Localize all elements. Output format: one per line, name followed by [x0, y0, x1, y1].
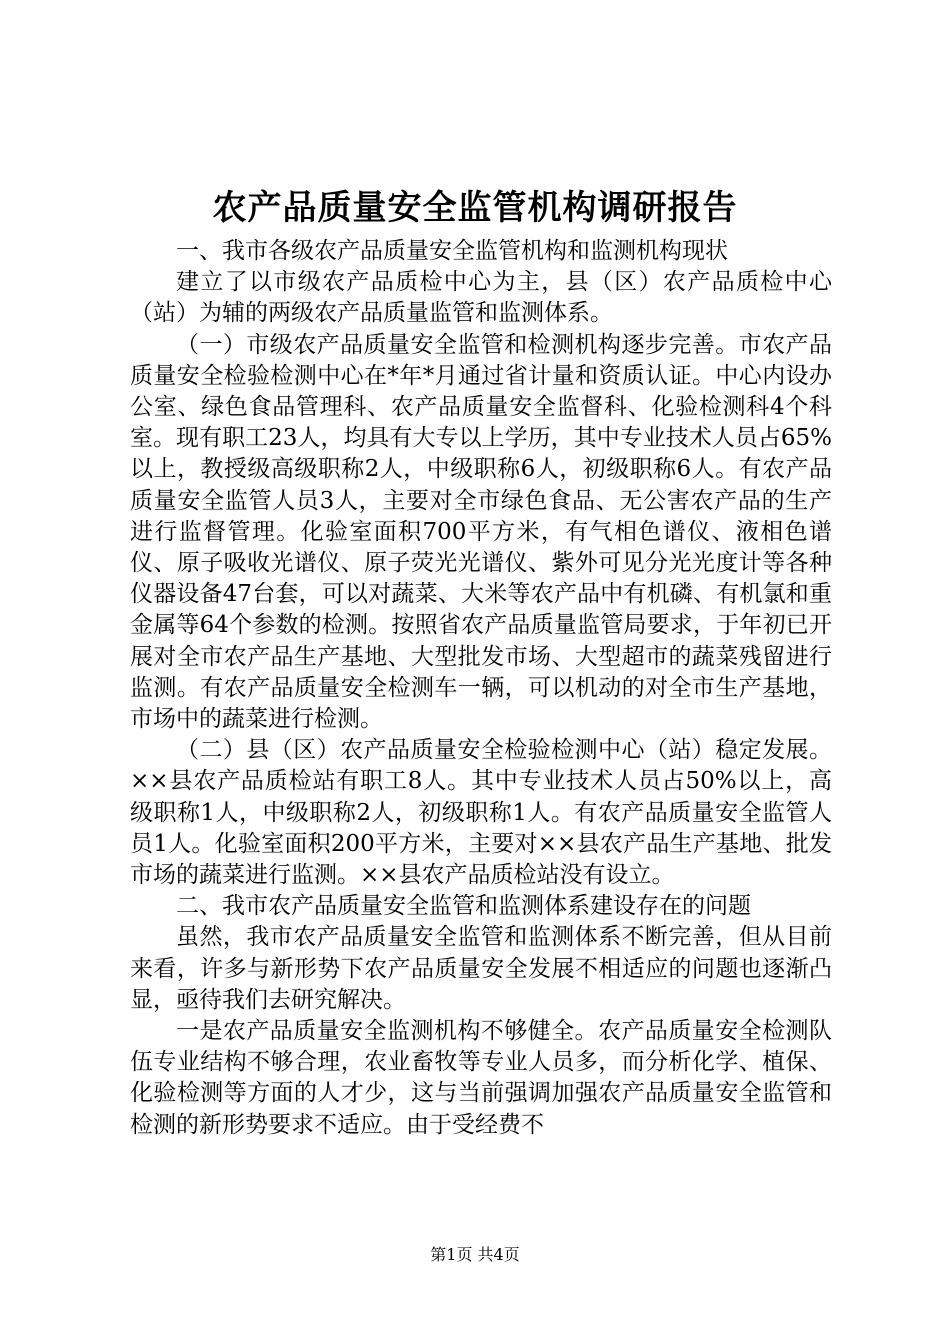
document-title: 农产品质量安全监管机构调研报告	[212, 188, 738, 228]
document-body	[130, 236, 832, 1141]
page-number: 第1页 共4页	[430, 1245, 520, 1264]
paragraph-intro: 建立了以市级农产品质检中心为主，县（区）农产品质检中心（站）为辅的两级农产品质量监管和监测体系。	[130, 269, 832, 327]
paragraph-city-agency: （一）市级农产品质量安全监管和检测机构逐步完善。市农产品质量安全检验检测中心在*年*月通过省计量和资质认证。中心内设办公室、绿色食品管理科、农产品质量安全监督科、化验检测科4个科室。现有职工23人，均具有大专以上学历，其中专业技术人员占65%以上，教授级高级职称2人，中级职称6人，初级职称6人。有农产品质量安全监管人员3人，主要对全市绿色食品、无公害农产品的生产进行监督管理。化验室面积700平方米，有气相色谱仪、液相色谱仪、原子吸收光谱仪、原子荧光光谱仪、紫外可见分光光度计等各种仪器设备47台套，可以对蔬菜、大米等农产品中有机磷、有机氯和重金属等64个参数的检测。按照省农产品质量监管局要求，于年初已开展对全市农产品生产基地、大型批发市场、大型超市的蔬菜残留进行监测。有农产品质量安全检测车一辆，可以机动的对全市生产基地，市场中的蔬菜进行检测。	[130, 331, 832, 733]
paragraph-county-agency: （二）县（区）农产品质量安全检验检测中心（站）稳定发展。××县农产品质检站有职工8人。其中专业技术人员占50%以上，高级职称1人，中级职称2人，初级职称1人。有农产品质量安全监管人员1人。化验室面积200平方米，主要对××县农产品生产基地、批发市场的蔬菜进行监测。××县农产品质检站没有设立。	[130, 737, 832, 889]
section-heading-2: 二、我市农产品质量安全监管和监测体系建设存在的问题	[176, 893, 751, 920]
paragraph-problem-one: 一是农产品质量安全监测机构不够健全。农产品质量安全检测队伍专业结构不够合理，农业畜牧等专业人员多，而分析化学、植保、化验检测等方面的人才少，这与当前强调加强农产品质量安全监管和检测的新形势要求不适应。由于受经费不	[130, 1018, 832, 1138]
section-heading-1: 一、我市各级农产品质量安全监管机构和监测机构现状	[176, 238, 728, 264]
paragraph-problems-intro: 虽然，我市农产品质量安全监管和监测体系不断完善，但从目前来看，许多与新形势下农产品质量安全发展不相适应的问题也逐渐凸显，亟待我们去研究解决。	[130, 924, 832, 1013]
